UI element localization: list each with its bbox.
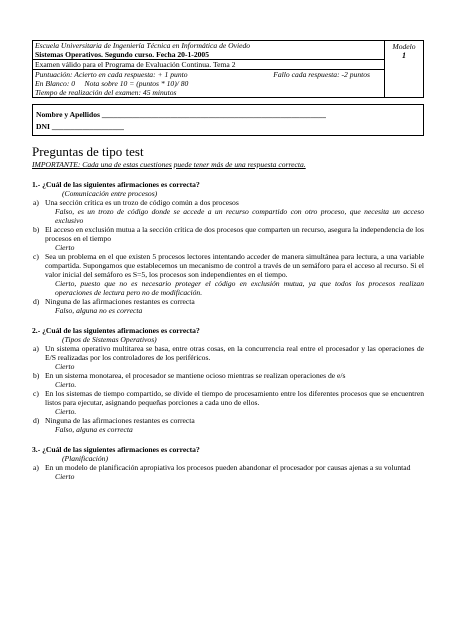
validity-line: Examen válido para el Programa de Evaluación Continua. Tema 2: [33, 59, 384, 69]
option-c: [32, 252, 424, 297]
option-a: [32, 463, 424, 481]
option-letter: a): [33, 198, 39, 207]
important-note: IMPORTANTE: Cada una de estas cuestiones puede tener más de una respuesta correcta.: [32, 160, 306, 169]
option-letter: b): [33, 225, 40, 234]
score-blank: En Blanco: 0 Nota sobre 10 = (puntos * 10)/ 80: [35, 79, 189, 88]
question-topic: (Comunicación entre procesos): [62, 189, 158, 198]
option-letter: d): [33, 297, 40, 306]
option-answer: Falso, alguna no es correcta: [55, 306, 143, 315]
option-text: Ninguna de las afirmaciones restantes es correcta: [45, 297, 195, 306]
option-text: Ninguna de las afirmaciones restantes es correcta: [45, 416, 195, 425]
option-answer: Falso, alguna es correcta: [55, 425, 133, 434]
option-c: [32, 389, 424, 416]
question-2: [32, 326, 424, 434]
option-answer: Falso, es un trozo de código donde se accede a un recurso compartido con otro proceso, que necesita un acceso exclusivo: [55, 207, 424, 225]
option-letter: c): [33, 252, 39, 261]
option-text: En un sistema monotarea, el procesador se mantiene ocioso mientras se realizan operaciones de e/s: [45, 371, 346, 380]
option-letter: c): [33, 389, 39, 398]
option-letter: a): [33, 344, 39, 353]
option-a: [32, 344, 424, 371]
question-title: 3.- ¿Cuál de las siguientes afirmaciones es correcta?: [32, 445, 200, 454]
header-info: [33, 41, 384, 97]
option-b: [32, 371, 424, 389]
exam-time: Tiempo de realización del examen: 45 minutos: [35, 88, 177, 97]
exam-page: [32, 40, 424, 481]
modelo-box: [384, 41, 423, 97]
question-topic: (Planificación): [62, 454, 108, 463]
modelo-label: Modelo: [392, 42, 416, 51]
option-d: [32, 416, 424, 434]
option-letter: b): [33, 371, 40, 380]
modelo-number: 1: [402, 51, 406, 60]
option-d: [32, 297, 424, 315]
option-answer: Cierto.: [55, 380, 77, 389]
student-box: [32, 104, 424, 136]
exam-header: [32, 40, 424, 98]
option-letter: a): [33, 463, 39, 472]
dni-field[interactable]: DNI ___________________: [36, 122, 124, 131]
scoring-line: [33, 70, 384, 79]
score-right: Puntuación: Acierto en cada respuesta: + 1 punto: [35, 70, 188, 79]
course-line: Sistemas Operativos. Segundo curso. Fecha 20-1-2005: [35, 50, 210, 59]
option-text: El acceso en exclusión mutua a la sección crítica de dos procesos que comparten un recurso, asegura la independencia de los procesos en el tiempo: [45, 225, 424, 243]
option-text: En un modelo de planificación apropiativa los procesos pueden abandonar el procesador por causas ajenas a su voluntad: [45, 463, 411, 472]
question-title: 1.- ¿Cuál de las siguientes afirmaciones es correcta?: [32, 180, 200, 189]
option-letter: d): [33, 416, 40, 425]
option-text: Un sistema operativo multitarea se basa, entre otras cosas, en la concurrencia real entre el procesador y las operaciones de E/S realizadas por los controladores de los periféricos.: [45, 344, 424, 362]
question-topic: (Tipos de Sistemas Operativos): [62, 335, 157, 344]
name-field[interactable]: Nombre y Apellidos ___________________________________________________________: [36, 110, 326, 119]
option-text: En los sistemas de tiempo compartido, se divide el tiempo de procesamiento entre los diferentes procesos que se encuentren listos para ejecutar, asignando pequeñas porciones a cada uno de ellos.: [45, 389, 424, 407]
question-1: [32, 180, 424, 315]
question-3: [32, 445, 424, 481]
option-answer: Cierto: [55, 362, 75, 371]
option-b: [32, 225, 424, 252]
question-title: 2.- ¿Cuál de las siguientes afirmaciones es correcta?: [32, 326, 200, 335]
option-text: Sea un problema en el que existen 5 procesos lectores intentando acceder de manera simultánea para lectura, a una variable compartida. Supongamos que establecemos un mecanismo de control a través de un semáforo para el acceso al recurso. Si el valor inicial del semáforo es S=5, los procesos son independientes en el tiempo.: [45, 252, 424, 279]
option-a: [32, 198, 424, 225]
option-answer: Cierto: [55, 472, 75, 481]
option-answer: Cierto.: [55, 407, 77, 416]
section-title: Preguntas de tipo test: [32, 144, 144, 159]
score-wrong: Fallo cada respuesta: -2 puntos: [273, 70, 370, 79]
school-name: Escuela Universitaria de Ingeniería Técnica en Informática de Oviedo: [35, 41, 251, 50]
option-answer: Cierto, puesto que no es necesario proteger el código en exclusión mutua, ya que todos los procesos realizan operaciones de lectura pero no de modificación.: [55, 279, 424, 297]
option-text: Una sección crítica es un trozo de código común a dos procesos: [45, 198, 239, 207]
option-answer: Cierto: [55, 243, 75, 252]
